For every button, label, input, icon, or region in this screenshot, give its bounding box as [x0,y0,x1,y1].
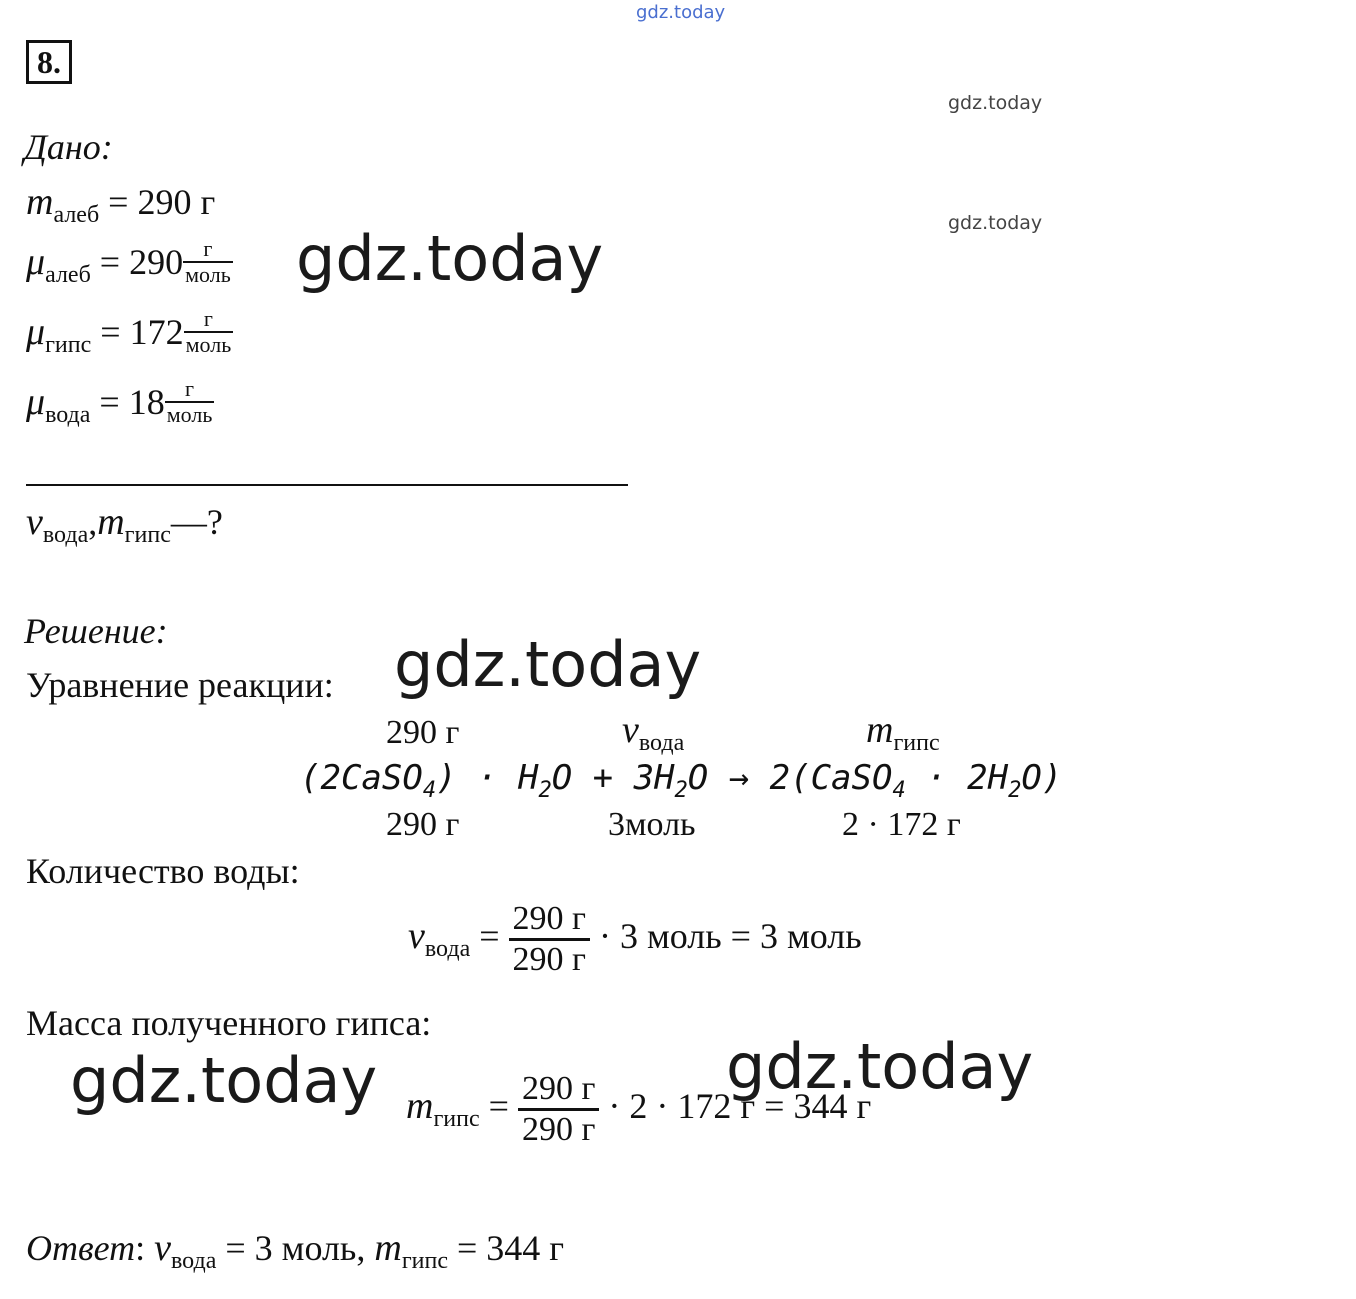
reaction-top-water: $\nu_{вода}$ [622,709,685,756]
answer-line: Ответ: $\nu_{вода} = 3$ моль, $m_{гипс} = 344$ г [26,1227,565,1274]
watermark-big-1: gdz.today [296,222,604,295]
given-line-mu-alebaster: $\mu_{алеб} = 290$ $\frac{г}{\text{моль}}$ [26,235,231,288]
watermark-big-3: gdz.today [70,1044,378,1117]
watermark-top: gdz.today [636,2,726,23]
water-label: Количество воды: [26,851,300,891]
given-line-mass: $m_{алеб} = 290$ г [26,181,216,228]
solution-heading: Решение: [24,611,168,651]
watermark-small-1: gdz.today [948,92,1043,114]
given-divider [26,484,628,486]
reaction-label: Уравнение реакции: [26,665,334,705]
unit-fraction: $\frac{г}{\text{моль}}$ [166,375,213,427]
reaction-bottom-alebaster-mass: 290 г [386,806,460,843]
watermark-big-4: gdz.today [726,1030,1034,1103]
reaction-bottom-gypsum-mass: 2 · 172 г [842,806,961,843]
gypsum-label: Масса полученного гипса: [26,1003,432,1043]
given-heading: Дано: [24,127,113,167]
gypsum-fraction: 290 г 290 г [518,1070,599,1149]
unit-fraction: $\frac{г}{\text{моль}}$ [185,305,232,357]
watermark-big-2: gdz.today [394,628,702,701]
reaction-top-gypsum: $m_{гипс}$ [866,709,940,756]
answer-label: Ответ [26,1228,136,1268]
water-fraction: 290 г 290 г [509,900,590,979]
reaction-top-alebaster-mass: 290 г [386,714,460,751]
given-line-mu-gypsum: $\mu_{гипс} = 172$ $\frac{г}{\text{моль}}$ [26,305,232,358]
reaction-equation: (2CaSO$_4$) · $H_2O + 3H_2O$ → 2(CaSO$_4$ · $2H_2O$) [300,758,1063,803]
watermark-small-2: gdz.today [948,212,1043,234]
unit-fraction: $\frac{г}{\text{моль}}$ [185,235,231,287]
given-line-mu-water: $\mu_{вода} = 18$ $\frac{г}{\text{моль}}$ [26,375,213,428]
find-line: $\nu_{вода},m_{гипс}—$? [26,501,223,548]
water-formula: $\nu_{вода}$ = 290 г 290 г · 3 моль = 3 моль [408,900,862,978]
reaction-bottom-water-moles: 3моль [608,806,696,843]
gypsum-formula: $m_{гипс}$ = 290 г 290 г · 2 · 172 г = 344 г [406,1070,872,1148]
problem-number: 8. [26,40,72,84]
